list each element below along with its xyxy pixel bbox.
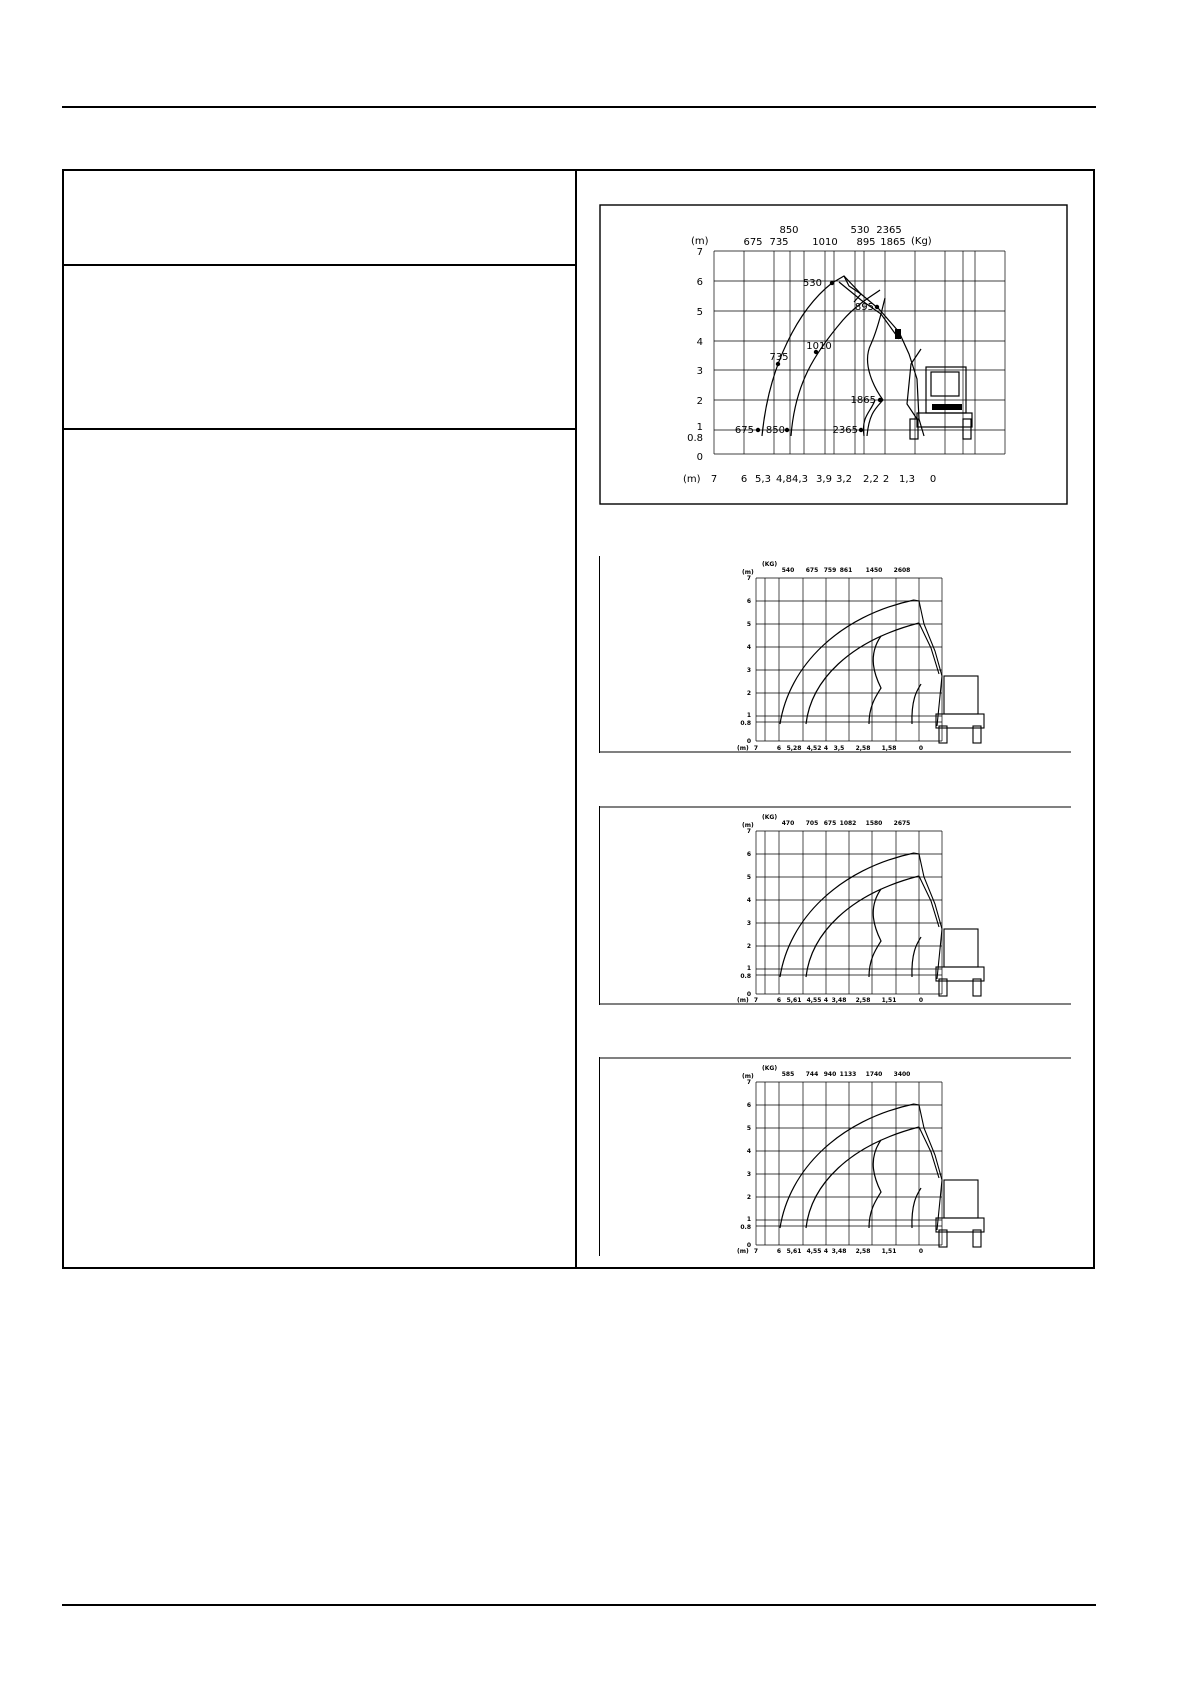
load-label: 1580 — [865, 820, 883, 827]
grid — [756, 831, 942, 994]
load-mid-label: 1865 — [880, 237, 906, 248]
x-tick-label: 3,5 — [833, 745, 845, 752]
load-mid-label: 895 — [856, 237, 876, 248]
reach-curves — [780, 1104, 921, 1228]
x-tick-label: 5,28 — [786, 745, 802, 752]
x-tick-label: 5,61 — [786, 1248, 802, 1255]
x-tick-label: 3,48 — [831, 997, 847, 1004]
unit-height-label: (m) — [742, 1073, 754, 1080]
point-label: 2365 — [832, 425, 858, 436]
load-chart-4-svg — [599, 1057, 1071, 1257]
y-tick-label: 7 — [696, 247, 703, 258]
load-label: 1450 — [865, 567, 883, 574]
x-tick-label: 4,8 — [776, 474, 792, 485]
y-tick-label: 0 — [746, 738, 751, 745]
y-tick-label: 6 — [746, 598, 751, 605]
load-label: 940 — [823, 1071, 837, 1078]
x-tick-label: 3,48 — [831, 1248, 847, 1255]
y-tick-label: 1 — [746, 1216, 751, 1223]
load-chart-3-svg — [599, 806, 1071, 1006]
x-tick-label: 1,51 — [881, 1248, 897, 1255]
x-tick-label: 7 — [753, 1248, 759, 1255]
y-tick-label: 6 — [696, 277, 703, 288]
load-chart-1 — [599, 204, 1068, 505]
y-tick-label: 0.8 — [687, 433, 703, 444]
x-tick-label: 0 — [929, 474, 937, 485]
backhoe-machine-icon — [832, 276, 972, 439]
y-tick-label: 3 — [746, 1171, 751, 1178]
point-label: 1010 — [806, 341, 832, 352]
load-label: 540 — [781, 567, 795, 574]
x-tick-label: 6 — [740, 474, 748, 485]
chart-1-labels — [683, 225, 936, 485]
x-tick-label: 6 — [776, 745, 782, 752]
grid — [756, 1082, 942, 1245]
y-tick-label: 2 — [746, 690, 751, 697]
x-tick-label: 2 — [882, 474, 890, 485]
load-label: 2675 — [893, 820, 911, 827]
y-tick-label: 4 — [696, 337, 703, 348]
y-tick-label: 7 — [746, 1079, 751, 1086]
y-tick-label: 4 — [746, 1148, 751, 1155]
point-label: 530 — [802, 278, 822, 289]
column-divider — [575, 169, 577, 1269]
x-tick-label: 0 — [918, 1248, 924, 1255]
x-tick-label: 0 — [918, 997, 924, 1004]
row-divider-1 — [64, 264, 575, 266]
unit-load-label: (KG) — [762, 561, 778, 568]
y-tick-label: 7 — [746, 828, 751, 835]
load-chart-4 — [599, 1057, 1071, 1257]
load-label: 759 — [823, 567, 837, 574]
load-chart-2 — [599, 556, 1071, 754]
y-tick-label: 3 — [696, 366, 703, 377]
y-tick-label: 6 — [746, 1102, 751, 1109]
y-tick-label: 1 — [696, 422, 703, 433]
y-tick-label: 2 — [746, 1194, 751, 1201]
y-tick-label: 0.8 — [740, 720, 751, 727]
point-label: 735 — [769, 352, 789, 363]
y-tick-label: 6 — [746, 851, 751, 858]
load-chart-2-svg — [599, 556, 1071, 754]
point-label: 850 — [765, 425, 785, 436]
y-tick-label: 0.8 — [740, 1224, 751, 1231]
load-chart-1-svg — [599, 204, 1068, 505]
reach-curves — [780, 853, 921, 977]
y-tick-label: 7 — [746, 575, 751, 582]
grid — [714, 251, 1005, 454]
load-label: 1133 — [839, 1071, 857, 1078]
load-label: 1082 — [839, 820, 857, 827]
x-tick-label: 4 — [823, 1248, 829, 1255]
load-top-label: 530 — [850, 225, 870, 236]
x-tick-label: 1,3 — [899, 474, 915, 485]
x-tick-label: 1,58 — [881, 745, 897, 752]
unit-load-label: (Kg) — [911, 236, 932, 247]
x-tick-label: 2,58 — [855, 745, 871, 752]
load-label: 3400 — [893, 1071, 911, 1078]
y-tick-label: 5 — [746, 874, 751, 881]
x-tick-label: 4,55 — [806, 1248, 822, 1255]
x-tick-label: 2,2 — [863, 474, 879, 485]
load-top-label: 2365 — [876, 225, 902, 236]
chart-frame — [600, 205, 1067, 504]
load-label: 675 — [805, 567, 819, 574]
y-tick-label: 4 — [746, 644, 751, 651]
x-tick-label: 3,9 — [816, 474, 832, 485]
unit-reach-label: (m) — [737, 745, 749, 752]
load-label: 585 — [781, 1071, 795, 1078]
x-tick-label: 4,3 — [792, 474, 808, 485]
backhoe-machine-icon — [914, 853, 984, 996]
unit-height-label: (m) — [742, 822, 754, 829]
backhoe-machine-icon — [914, 600, 984, 743]
y-tick-label: 0 — [746, 991, 751, 998]
row-divider-2 — [64, 428, 575, 430]
load-label: 744 — [805, 1071, 819, 1078]
load-chart-3 — [599, 806, 1071, 1006]
load-label: 1740 — [865, 1071, 883, 1078]
load-top-label: 850 — [779, 225, 799, 236]
x-tick-label: 4,55 — [806, 997, 822, 1004]
unit-reach-label: (m) — [737, 997, 749, 1004]
x-tick-label: 7 — [753, 997, 759, 1004]
unit-height-label: (m) — [742, 569, 754, 576]
y-tick-label: 1 — [746, 965, 751, 972]
unit-load-label: (KG) — [762, 1065, 778, 1072]
unit-reach-label: (m) — [683, 474, 701, 485]
footer-rule — [62, 1604, 1096, 1606]
x-tick-label: 6 — [776, 1248, 782, 1255]
x-tick-label: 2,58 — [855, 1248, 871, 1255]
x-tick-label: 4 — [823, 997, 829, 1004]
y-tick-label: 2 — [696, 396, 703, 407]
x-tick-label: 7 — [753, 745, 759, 752]
x-tick-label: 3,2 — [836, 474, 852, 485]
y-tick-label: 2 — [746, 943, 751, 950]
grid — [756, 578, 942, 741]
point-label: 1865 — [850, 395, 876, 406]
x-tick-label: 0 — [918, 745, 924, 752]
load-mid-label: 1010 — [812, 237, 838, 248]
unit-reach-label: (m) — [737, 1248, 749, 1255]
x-tick-label: 7 — [710, 474, 718, 485]
unit-load-label: (KG) — [762, 814, 778, 821]
reach-curves — [780, 600, 921, 724]
load-label: 705 — [805, 820, 819, 827]
y-tick-label: 5 — [746, 621, 751, 628]
y-tick-label: 0 — [696, 452, 703, 463]
point-label: 675 — [734, 425, 754, 436]
x-tick-label: 4 — [823, 745, 829, 752]
y-tick-label: 3 — [746, 920, 751, 927]
y-tick-label: 0.8 — [740, 973, 751, 980]
load-label: 2608 — [893, 567, 911, 574]
load-label: 861 — [839, 567, 853, 574]
x-tick-label: 5,61 — [786, 997, 802, 1004]
y-tick-label: 1 — [746, 712, 751, 719]
backhoe-machine-icon — [914, 1104, 984, 1247]
header-rule — [62, 106, 1096, 108]
load-label: 675 — [823, 820, 837, 827]
x-tick-label: 1,51 — [881, 997, 897, 1004]
y-tick-label: 4 — [746, 897, 751, 904]
load-label: 470 — [781, 820, 795, 827]
load-mid-label: 675 — [743, 237, 763, 248]
x-tick-label: 2,58 — [855, 997, 871, 1004]
point-label: 895 — [854, 302, 874, 313]
load-mid-label: 735 — [769, 237, 789, 248]
y-tick-label: 5 — [746, 1125, 751, 1132]
unit-height-label: (m) — [691, 236, 709, 247]
x-tick-label: 5,3 — [755, 474, 771, 485]
x-tick-label: 4,52 — [806, 745, 822, 752]
y-tick-label: 5 — [696, 307, 703, 318]
y-tick-label: 3 — [746, 667, 751, 674]
y-tick-label: 0 — [746, 1242, 751, 1249]
x-tick-label: 6 — [776, 997, 782, 1004]
